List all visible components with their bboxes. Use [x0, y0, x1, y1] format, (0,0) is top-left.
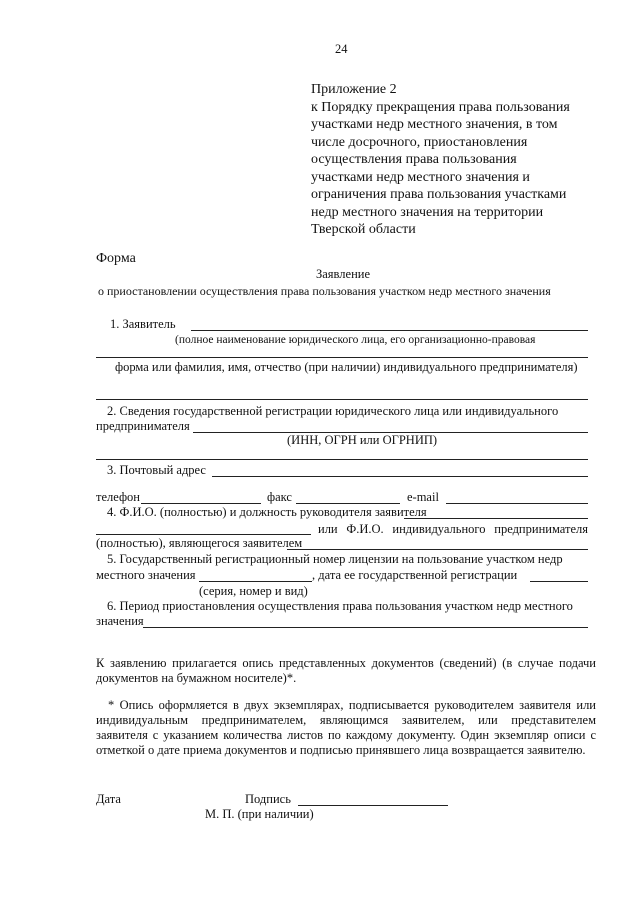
attachment-note: К заявлению прилагается опись представленных документов (сведений) (в случае подачи документов на бумажном носителе)*. — [96, 656, 596, 685]
fax-label: факс — [267, 490, 292, 504]
license-text: 5. Государственный регистрационный номер лицензии на пользование участком недр — [107, 552, 563, 566]
registration-text: 2. Сведения государственной регистрации юридического лица или индивидуального — [107, 404, 559, 418]
appendix-line: недр местного значения на территории — [311, 204, 544, 220]
footnote: * Опись оформляется в двух экземплярах, подписывается руководителем заявителя или индивидуальным предпринимателем, являющимся заявителем, или представителем заявителя с указанием количества листов по каждому документу. Один экземпляр описи с отметкой о дате приема документов и подписью принявшего лица возвращается заявителю. — [96, 698, 596, 757]
postal-address-field[interactable] — [212, 476, 588, 477]
head-name-text: 4. Ф.И.О. (полностью) и должность руководителя заявителя — [107, 505, 427, 519]
phone-field[interactable] — [141, 503, 261, 504]
appendix-line: Тверской области — [311, 222, 416, 237]
statement-subtitle: о приостановлении осуществления права пользования участком недр местного значения — [98, 284, 551, 298]
signature-label: Подпись — [245, 792, 291, 806]
registration-extra-field[interactable] — [96, 459, 588, 460]
license-label: местного значения — [96, 568, 196, 582]
signature-field[interactable] — [298, 805, 448, 806]
email-field[interactable] — [446, 503, 588, 504]
statement-title: Заявление — [316, 267, 371, 281]
appendix-line: к Порядку прекращения права пользования — [311, 99, 570, 115]
seal-label: М. П. (при наличии) — [205, 807, 314, 821]
suspension-period-text: 6. Период приостановления осуществления права пользования участком недр местного — [107, 599, 573, 613]
entrepreneur-name-text: или Ф.И.О. индивидуального предпринимателя — [318, 522, 588, 536]
appendix-line: участками недр местного значения и — [311, 169, 530, 185]
suspension-period-field[interactable] — [143, 627, 588, 628]
license-date-label: , дата ее государственной регистрации — [312, 568, 518, 582]
suspension-period-label: значения — [96, 614, 144, 628]
license-hint: (серия, номер и вид) — [199, 584, 308, 598]
registration-hint: (ИНН, ОГРН или ОГРНИП) — [287, 433, 438, 447]
applicant-hint-2: форма или фамилия, имя, отчество (при наличии) индивидуального предпринимателя) — [115, 360, 578, 374]
appendix-title: Приложение 2 — [311, 82, 397, 97]
entrepreneur-extra-field[interactable] — [287, 549, 588, 550]
email-label: e-mail — [407, 490, 439, 504]
fax-field[interactable] — [296, 503, 400, 504]
head-name-field[interactable] — [404, 518, 588, 519]
registration-label: предпринимателя — [96, 419, 190, 433]
applicant-hint-1: (полное наименование юридического лица, его организационно-правовая — [175, 334, 536, 346]
form-label: Форма — [96, 251, 136, 266]
postal-address-label: 3. Почтовый адрес — [107, 463, 206, 477]
appendix-line: осуществления права пользования — [311, 152, 517, 167]
appendix-line: ограничения права пользования участками — [311, 187, 567, 202]
applicant-name-field[interactable] — [191, 330, 588, 331]
applicant-label: 1. Заявитель — [110, 317, 176, 331]
date-label: Дата — [96, 792, 121, 806]
page-number: 24 — [335, 42, 348, 56]
entrepreneur-name-field[interactable] — [96, 534, 311, 535]
license-date-field[interactable] — [530, 581, 588, 582]
phone-label: телефон — [96, 490, 140, 504]
applicant-form-field[interactable] — [96, 357, 588, 358]
appendix-block — [311, 81, 570, 239]
applicant-extra-field[interactable] — [96, 399, 588, 400]
appendix-line: участками недр местного значения, в том — [311, 117, 558, 132]
license-number-field[interactable] — [199, 581, 312, 582]
entrepreneur-label: (полностью), являющегося заявителем — [96, 536, 303, 550]
appendix-line: числе досрочного, приостановления — [311, 134, 528, 150]
